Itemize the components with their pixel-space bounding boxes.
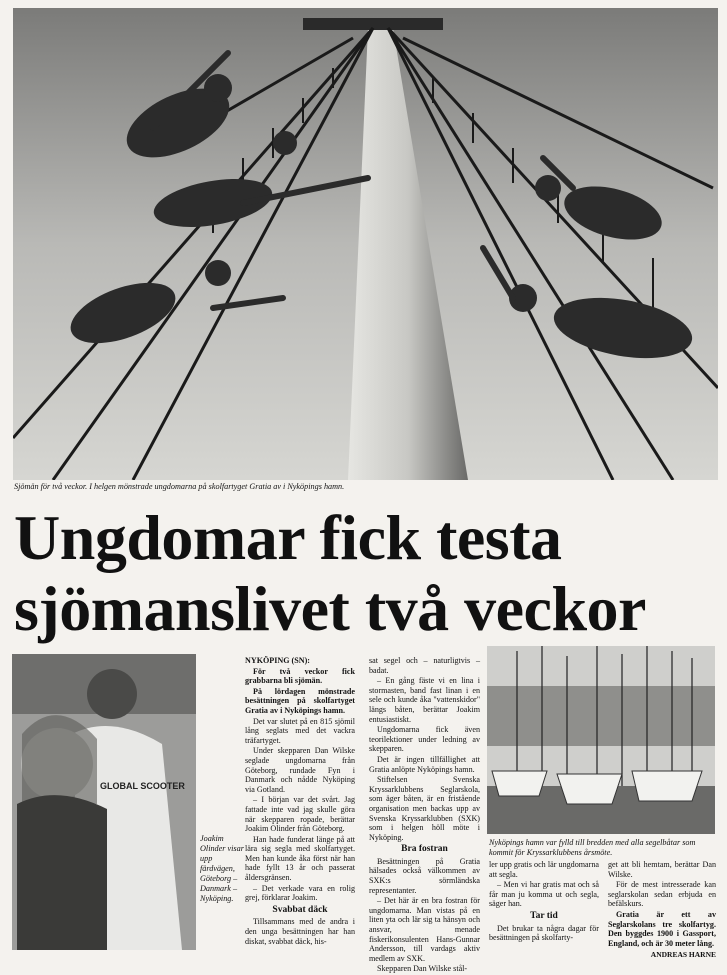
body-paragraph: get att bli hemtam, berättar Dan Wilske. [608, 860, 716, 879]
body-paragraph: Under skepparen Dan Wilske seglade ungdomarna från Göteborg, rundade Fyn i Danmark och nådde Nyköping via Gotland. [245, 746, 355, 794]
article-column-4 [608, 860, 716, 960]
body-paragraph: Det brukar ta några dagar för besättningen på skolfarty- [489, 923, 599, 943]
body-paragraph: – Det här är en bra fostran för ungdomarna. Man vistas på en liten yta och lär sig ta hänsyn och ansvar, menade fiskerikonsulenten Hans-Gunnar Andersson, till vardags aktiv medlem av SXK. [369, 896, 480, 963]
body-paragraph: Det var slutet på en 815 sjömil lång seglats med det vackra träfartyget. [245, 716, 355, 745]
body-paragraph: Skepparen Dan Wilske stål- [377, 964, 468, 974]
left-photo [12, 654, 196, 950]
rigging-illustration [13, 8, 718, 480]
body-paragraph: Besättningen på Gratia hälsades också välkommen av SXK:s sörmländska representanter. [369, 856, 480, 895]
body-paragraph: Det är ingen tillfällighet att Gratia anlöpte Nyköpings hamn. [369, 754, 480, 774]
subheading-tar-tid: Tar tid [530, 910, 558, 921]
harbour-illustration [487, 646, 715, 834]
lead-paragraph-2: På lördagen mönstrade besättningen på skolfartyget Gratia av i Nyköpings hamn. [245, 686, 355, 715]
body-paragraph: Han hade funderat länge på att lära sig segla med skolfartyget. Men han kunde åka först när han hade fyllt 13 år och passerat åldersgränsen. [245, 834, 355, 883]
article-column-1 [245, 656, 355, 947]
headline-line-1: Ungdomar fick testa [14, 502, 562, 573]
body-paragraph: Gratia är ett av Seglarskolans tre skolfartyg. Den byggdes 1900 i Gassport, England, och är 30 meter lång. [608, 909, 716, 948]
top-photo-caption: Sjömän för två veckor. I helgen mönstrade ungdomarna på skolfartyget Gratia av i Nyköpings hamn. [14, 482, 345, 491]
subheading-svabbat-dack: Svabbat däck [272, 904, 328, 915]
body-paragraph: ler upp gratis och lär ungdomarna att segla. [489, 860, 599, 879]
subheading-bra-fostran: Bra fostran [401, 844, 448, 855]
left-photo-caption: Joakim Olinder visar upp färdvägen, Göteborg – Danmark – Nyköping. [200, 834, 244, 903]
right-photo [487, 646, 715, 834]
body-paragraph: Stiftelsen Svenska Kryssarklubbens Seglarskola, som äger båten, är en fristående organisation men backas upp av Svenska Kryssarklubben (SXK) som i helgen höll möte i Nyköping. [369, 775, 480, 842]
body-paragraph: Ungdomarna fick även teorilektioner under ledning av skepparen. [369, 725, 480, 754]
portrait-illustration [12, 654, 196, 950]
lead-paragraph-1: För två veckor fick grabbarna bli sjömän. [245, 666, 355, 686]
body-paragraph: sat segel och – naturligtvis – badat. [369, 656, 480, 675]
article-column-3 [489, 860, 599, 944]
article-column-2 [369, 656, 480, 975]
body-paragraph: – I början var det svårt. Jag fattade inte vad jag skulle göra när skepparen ropade, berättar Joakim Olinder från Göteborg. [245, 795, 355, 834]
body-paragraph: Tillsammans med de andra i den unga besättningen har han diskat, svabbat däck, his- [245, 917, 355, 946]
byline: ANDREAS HARNE [650, 950, 716, 960]
body-paragraph: – Men vi har gratis mat och så får man ju komma ut och segla, säger han. [489, 880, 599, 909]
body-paragraph: För de mest intresserade kan seglarskolan sedan erbjuda en befälskurs. [608, 880, 716, 909]
shirt-text: GLOBAL SCOOTER [100, 781, 185, 791]
dateline: NYKÖPING (SN): [245, 656, 310, 665]
headline-line-2: sjömanslivet två veckor [14, 573, 646, 644]
body-paragraph: – Det verkade vara en rolig grej, förklarar Joakim. [245, 883, 355, 903]
top-photo [13, 8, 718, 480]
body-paragraph: – En gång fäste vi en lina i stormasten, band fast linan i en sele och kunde åka "vattenskidor" längs båten, berättar Joakim entusiastiskt. [369, 676, 480, 724]
right-photo-caption: Nyköpings hamn var fylld till bredden med alla segelbåtar som kommit för Kryssarklubbens årsmöte. [489, 838, 696, 857]
